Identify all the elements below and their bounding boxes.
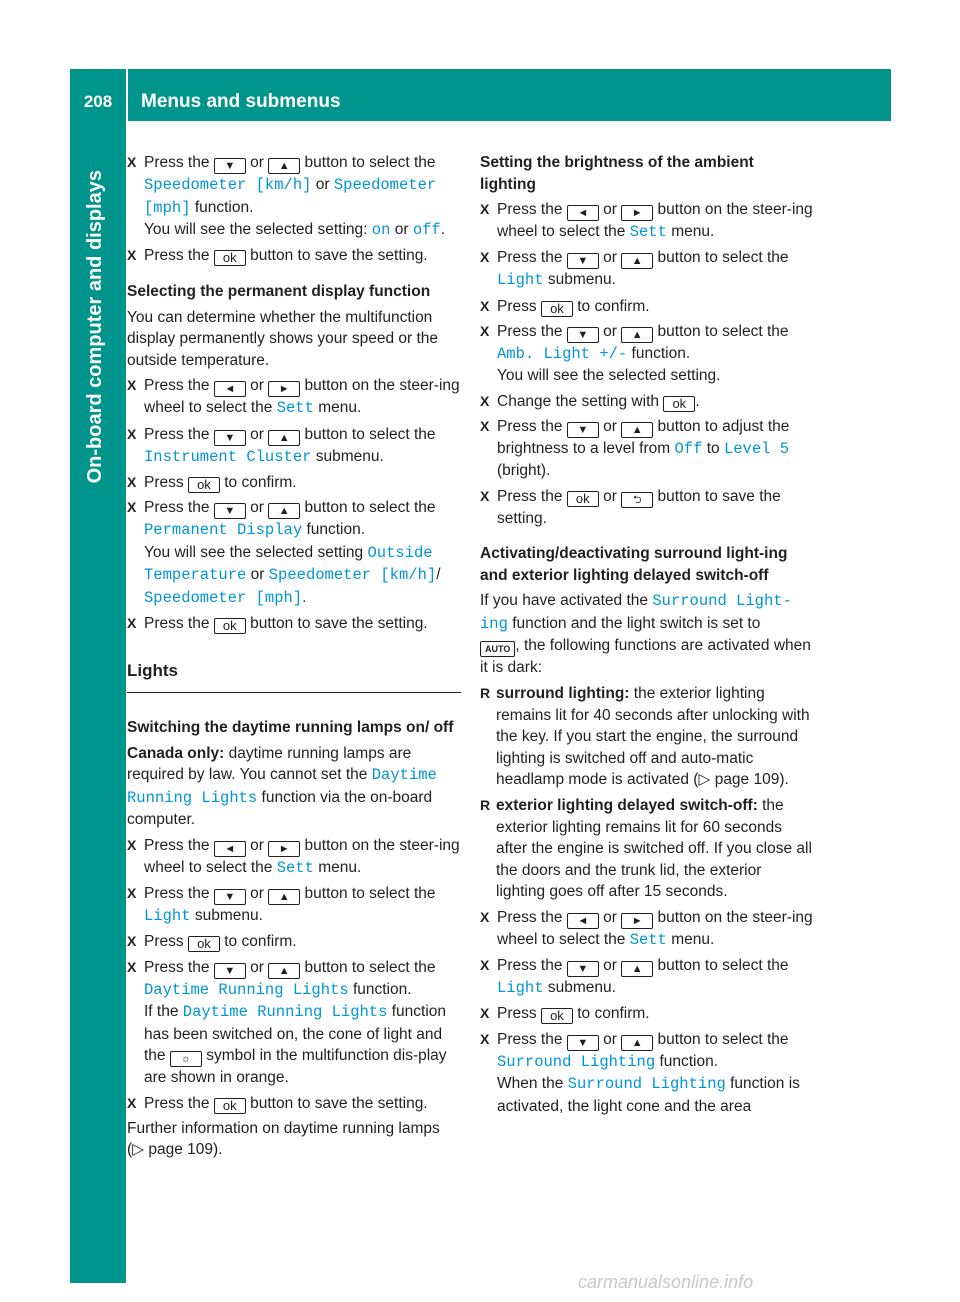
section-heading: Switching the daytime running lamps on/ off: [127, 719, 454, 737]
step: X Press the ▼ or ▲ button to select the Daytime Running Lights function. If the Daytime Running Lights function has been switched on, the cone of light and the ☼ symbol in the multifunction dis-play are shown in orange.: [127, 957, 461, 1089]
ok-button-icon: ok: [541, 301, 573, 317]
up-button-icon: ▲: [268, 889, 300, 905]
ok-button-icon: ok: [567, 491, 599, 507]
step: X Press the ▼ or ▲ button to select the Amb. Light +/- function. You will see the selected setting.: [480, 321, 814, 387]
page-header: [70, 69, 891, 121]
up-button-icon: ▲: [621, 961, 653, 977]
up-button-icon: ▲: [621, 253, 653, 269]
up-button-icon: ▲: [268, 158, 300, 174]
auto-switch-icon: AUTO: [480, 641, 515, 657]
page-title: Menus and submenus: [141, 91, 341, 112]
step: X Press the ok button to save the setting.: [127, 245, 461, 267]
header-divider: [126, 69, 128, 121]
step: X Press the ◄ or ► button on the steer-ing wheel to select the Sett menu.: [480, 199, 814, 244]
paragraph: Further information on daytime running lamps (▷ page 109).: [127, 1119, 440, 1159]
left-column: [127, 152, 461, 1165]
ok-button-icon: ok: [214, 250, 246, 266]
page-number: 208: [83, 92, 113, 111]
step: X Press the ▼ or ▲ button to select the Instrument Cluster submenu.: [127, 424, 461, 469]
bullet-item: R surround lighting: the exterior lighting remains lit for 40 seconds after unlocking with the key. If you start the engine, the surround lighting is switched off and auto-matic headlamp mode is activated (▷ page 109).: [480, 683, 814, 791]
step: X Press the ◄ or ► button on the steer-ing wheel to select the Sett menu.: [127, 375, 461, 420]
right-column: [480, 152, 814, 1121]
down-button-icon: ▼: [567, 961, 599, 977]
down-button-icon: ▼: [214, 430, 246, 446]
ok-button-icon: ok: [663, 396, 695, 412]
right-button-icon: ►: [268, 841, 300, 857]
paragraph: Canada only: daytime running lamps are required by law. You cannot set the Daytime Running Lights function via the on-board computer.: [127, 744, 437, 829]
left-button-icon: ◄: [214, 381, 246, 397]
right-button-icon: ►: [621, 205, 653, 221]
step: X Press the ▼ or ▲ button to select the Surround Lighting function. When the Surround Lighting function is activated, the light cone and the area: [480, 1029, 814, 1118]
side-tab-label: On-board computer and displays: [84, 170, 106, 484]
lights-heading: Lights: [127, 660, 461, 693]
step: X Press ok to confirm.: [480, 1003, 814, 1025]
step: X Change the setting with ok .: [480, 391, 814, 413]
up-button-icon: ▲: [268, 430, 300, 446]
ok-button-icon: ok: [214, 1098, 246, 1114]
step: X Press the ▼ or ▲ button to select the Light submenu.: [480, 955, 814, 1000]
step: X Press the ◄ or ► button on the steer-ing wheel to select the Sett menu.: [127, 835, 461, 880]
step: X Press ok to confirm.: [127, 931, 461, 953]
paragraph: You can determine whether the multifunction display permanently shows your speed or the outside temperature.: [127, 308, 439, 369]
right-button-icon: ►: [268, 381, 300, 397]
up-button-icon: ▲: [268, 503, 300, 519]
display-text: Speedometer [mph]: [144, 176, 437, 217]
step: X Press the ▼ or ▲ button to select the Light submenu.: [480, 247, 814, 292]
left-button-icon: ◄: [567, 205, 599, 221]
step: X Press the ok button to save the setting.: [127, 613, 461, 635]
step: X Press the ok button to save the setting.: [127, 1093, 461, 1115]
up-button-icon: ▲: [621, 422, 653, 438]
section-heading: Selecting the permanent display function: [127, 282, 431, 300]
down-button-icon: ▼: [214, 158, 246, 174]
down-button-icon: ▼: [214, 503, 246, 519]
bullet-item: R exterior lighting delayed switch-off: the exterior lighting remains lit for 60 seconds after the engine is switched off. If you close all the doors and the trunk lid, the exterior lighting goes off after 15 seconds.: [480, 795, 814, 903]
ok-button-icon: ok: [188, 477, 220, 493]
step: X Press the ▼ or ▲ button to adjust the brightness to a level from Off to Level 5 (bright).: [480, 416, 814, 482]
ok-button-icon: ok: [541, 1008, 573, 1024]
left-button-icon: ◄: [567, 913, 599, 929]
up-button-icon: ▲: [621, 1035, 653, 1051]
step: X Press the ok or ⮌ button to save the setting.: [480, 486, 814, 530]
watermark: carmanualsonline.info: [578, 1272, 754, 1292]
step: X Press the ▼ or ▲ button to select the Speedometer [km/h] or Speedometer [mph] function. You will see the selected setting: on or off.: [127, 152, 461, 242]
display-text: Speedometer [km/h]: [144, 176, 312, 194]
ok-button-icon: ok: [188, 936, 220, 952]
section-heading: Setting the brightness of the ambient lighting: [480, 154, 754, 193]
right-button-icon: ►: [621, 913, 653, 929]
down-button-icon: ▼: [567, 253, 599, 269]
down-button-icon: ▼: [567, 1035, 599, 1051]
light-symbol-icon: ☼: [170, 1051, 202, 1067]
up-button-icon: ▲: [268, 963, 300, 979]
down-button-icon: ▼: [567, 327, 599, 343]
step: X Press the ◄ or ► button on the steer-ing wheel to select the Sett menu.: [480, 907, 814, 952]
step: X Press the ▼ or ▲ button to select the Permanent Display function. You will see the selected setting Outside Temperature or Speedometer [km/h]/ Speedometer [mph].: [127, 497, 461, 609]
step: X Press ok to confirm.: [127, 472, 461, 494]
down-button-icon: ▼: [214, 963, 246, 979]
step: X Press the ▼ or ▲ button to select the Light submenu.: [127, 883, 461, 928]
back-button-icon: ⮌: [621, 492, 653, 508]
step: X Press ok to confirm.: [480, 296, 814, 318]
paragraph: If you have activated the Surround Light-ing function and the light switch is set to AUTO , the following functions are activated when it is dark:: [480, 592, 811, 677]
down-button-icon: ▼: [567, 422, 599, 438]
section-heading: Activating/deactivating surround light-ing and exterior lighting delayed switch-off: [480, 545, 788, 584]
down-button-icon: ▼: [214, 889, 246, 905]
ok-button-icon: ok: [214, 618, 246, 634]
left-button-icon: ◄: [214, 841, 246, 857]
up-button-icon: ▲: [621, 327, 653, 343]
